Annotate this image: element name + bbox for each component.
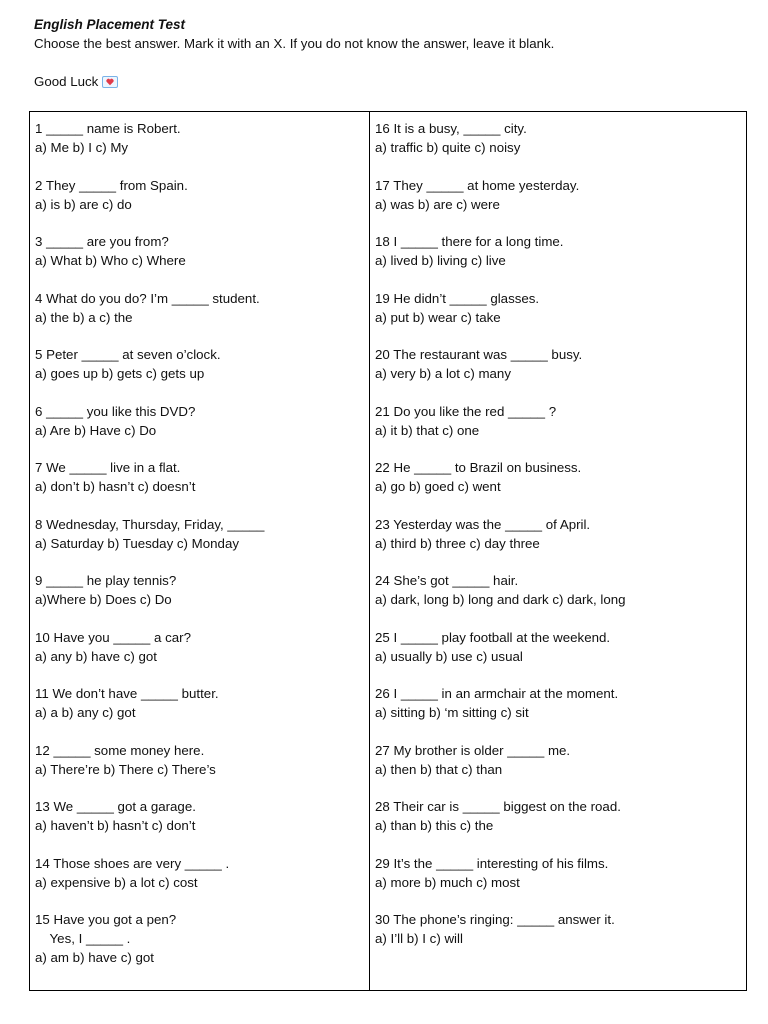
question-item [375,345,746,402]
question-text: 3 _____ are you from? [35,234,169,249]
question-item [375,289,746,346]
answer-options: a) I’ll b) I c) will [375,931,463,946]
good-luck-text: Good Luck [34,74,99,89]
answer-options: a) traffic b) quite c) noisy [375,140,521,155]
question-text: 18 I _____ there for a long time. [375,234,564,249]
answer-options: a) lived b) living c) live [375,253,506,268]
question-item [35,628,369,685]
question-text: 20 The restaurant was _____ busy. [375,347,583,362]
answer-options: a) then b) that c) than [375,761,503,777]
answer-options: a) Me b) I c) My [35,140,129,155]
question-item [35,797,369,854]
answer-options: a) is b) are c) do [35,196,132,212]
answer-options: a) What b) Who c) Where [35,253,186,268]
left-question-column [30,112,370,990]
question-text: 21 Do you like the red _____ ? [375,403,557,419]
question-text: 27 My brother is older _____ me. [375,742,571,758]
answer-options: a) sitting b) ‘m sitting c) sit [375,705,529,720]
question-text: 17 They _____ at home yesterday. [375,177,580,193]
question-item [35,741,369,798]
test-instructions: Choose the best answer. Mark it with an X. If you do not know the answer, leave it blank. [34,36,555,51]
question-item [35,910,369,967]
answer-options: a) third b) three c) day three [375,535,540,551]
answer-line: Yes, I _____ . [35,931,131,946]
good-luck-line [34,72,118,92]
right-question-column [370,112,746,990]
question-item [375,628,746,685]
answer-options: a) a b) any c) got [35,705,136,720]
answer-options: a) goes up b) gets c) gets up [35,366,205,381]
question-text: 13 We _____ got a garage. [35,799,196,814]
answer-options: a) than b) this c) the [375,818,494,833]
answer-options: a) haven’t b) hasn’t c) don’t [35,818,196,833]
answer-options: a) any b) have c) got [35,648,157,664]
answer-options: a) go b) goed c) went [375,479,501,494]
question-text: 15 Have you got a pen? [35,912,177,927]
document-header [34,16,734,54]
answer-options: a) it b) that c) one [375,422,480,438]
answer-options: a) There’re b) There c) There’s [35,761,216,777]
question-text: 2 They _____ from Spain. [35,177,188,193]
question-text: 11 We don’t have _____ butter. [35,686,219,701]
question-item [35,176,369,233]
question-text: 5 Peter _____ at seven o’clock. [35,347,221,362]
question-item [35,515,369,572]
question-item [375,741,746,798]
question-text: 28 Their car is _____ biggest on the road. [375,799,621,814]
question-text: 12 _____ some money here. [35,742,205,758]
question-item [35,119,369,176]
test-title: English Placement Test [34,17,186,32]
question-text: 9 _____ he play tennis? [35,573,177,588]
question-text: 6 _____ you like this DVD? [35,403,196,419]
question-item [35,684,369,741]
question-text: 19 He didn’t _____ glasses. [375,290,540,306]
heart-emoji-icon [102,76,118,88]
answer-options: a) expensive b) a lot c) cost [35,874,198,890]
question-item [35,289,369,346]
question-item [375,458,746,515]
answer-options: a) don’t b) hasn’t c) doesn’t [35,479,196,494]
question-text: 8 Wednesday, Thursday, Friday, _____ [35,516,265,532]
question-item [375,176,746,233]
answer-options: a) was b) are c) were [375,196,500,212]
answer-options: a) the b) a c) the [35,309,133,325]
question-item [35,402,369,459]
questions-table [29,111,747,991]
question-text: 7 We _____ live in a flat. [35,460,181,475]
answer-options: a) Saturday b) Tuesday c) Monday [35,535,239,551]
answer-options: a) put b) wear c) take [375,309,501,325]
question-item [375,402,746,459]
question-item [375,119,746,176]
question-text: 14 Those shoes are very _____ . [35,855,230,871]
question-item [35,345,369,402]
answer-options: a) Are b) Have c) Do [35,422,157,438]
question-item [375,232,746,289]
question-item [375,515,746,572]
question-item [375,797,746,854]
question-item [35,854,369,911]
question-text: 16 It is a busy, _____ city. [375,121,527,136]
question-item [375,910,746,967]
question-item [375,571,746,628]
answer-options: a) very b) a lot c) many [375,366,511,381]
question-item [375,684,746,741]
answer-options: a)Where b) Does c) Do [35,592,172,607]
question-text: 10 Have you _____ a car? [35,629,191,645]
question-text: 22 He _____ to Brazil on business. [375,460,582,475]
question-text: 29 It’s the _____ interesting of his films. [375,855,609,871]
question-item [35,571,369,628]
answer-options: a) usually b) use c) usual [375,648,523,664]
question-text: 24 She’s got _____ hair. [375,573,519,588]
question-text: 1 _____ name is Robert. [35,121,181,136]
question-item [375,854,746,911]
question-item [35,232,369,289]
answer-options: a) dark, long b) long and dark c) dark, long [375,592,626,607]
answer-options: a) more b) much c) most [375,874,520,890]
answer-options: a) am b) have c) got [35,950,154,965]
question-text: 26 I _____ in an armchair at the moment. [375,686,619,701]
question-text: 23 Yesterday was the _____ of April. [375,516,591,532]
question-text: 4 What do you do? I’m _____ student. [35,290,260,306]
question-text: 25 I _____ play football at the weekend. [375,629,611,645]
question-item [35,458,369,515]
question-text: 30 The phone’s ringing: _____ answer it. [375,912,615,927]
